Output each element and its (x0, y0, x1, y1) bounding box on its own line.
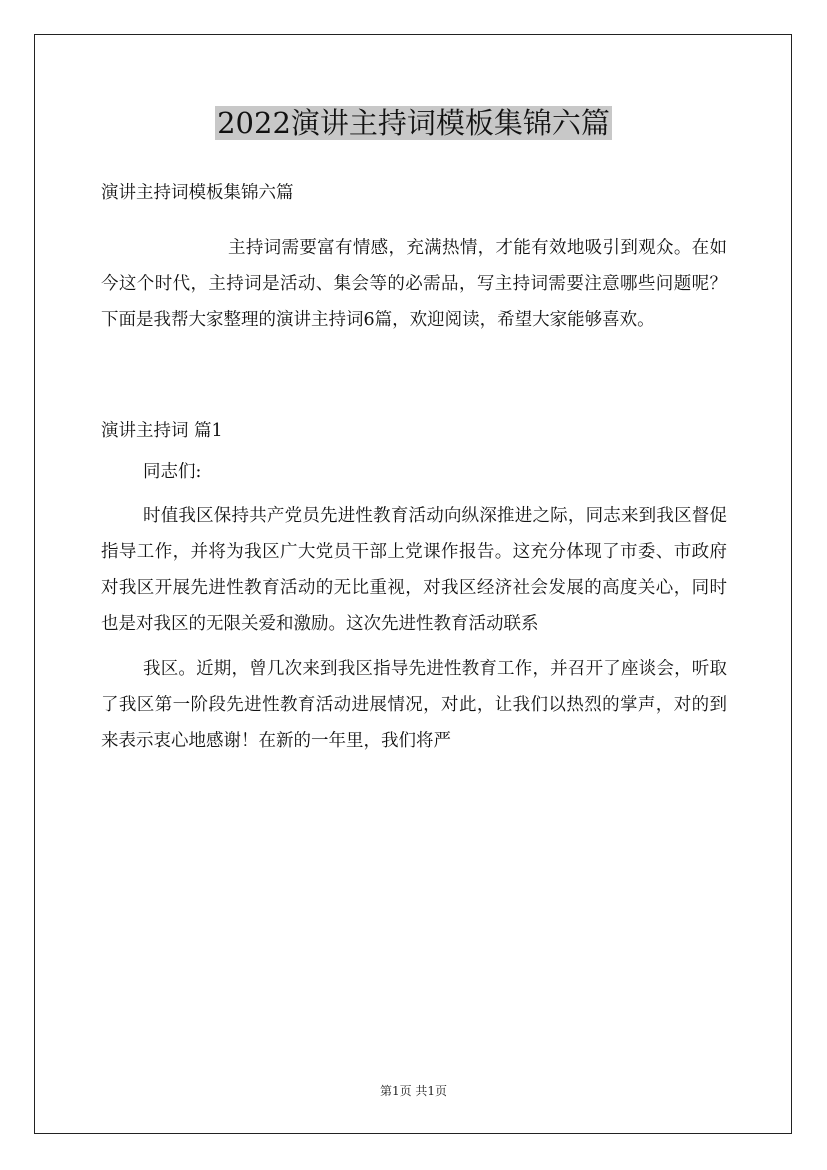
salutation: 同志们: (143, 462, 202, 483)
section-heading: 演讲主持词 篇1 (101, 421, 223, 442)
intro-paragraph: 主持词需要富有情感，充满热情，才能有效地吸引到观众。在如今这个时代，主持词是活动、集会等的必需品，写主持词需要注意哪些问题呢？下面是我帮大家整理的演讲主持词6篇，欢迎阅读，希望大家能够喜欢。 (101, 238, 727, 330)
document-subtitle: 演讲主持词模板集锦六篇 (101, 183, 294, 203)
document-title-text: 2022演讲主持词模板集锦六篇 (217, 106, 610, 140)
body-paragraph: 我区。近期，曾几次来到我区指导先进性教育工作，并召开了座谈会，听取了我区第一阶段先进性教育活动进展情况，对此，让我们以热烈的掌声，对的到来表示衷心地感谢！在新的一年里，我们将严 (101, 659, 727, 751)
document-body (101, 172, 727, 760)
page-footer: 第1页 共1页 (379, 1084, 448, 1098)
body-paragraph: 时值我区保持共产党员先进性教育活动向纵深推进之际，同志来到我区督促指导工作，并将为我区广大党员干部上党课作报告。这充分体现了市委、市政府对我区开展先进性教育活动的无比重视，对我区经济社会发展的高度关心，同时也是对我区的无限关爱和激励。这次先进性教育活动联系 (101, 506, 727, 634)
document-title (0, 103, 827, 143)
